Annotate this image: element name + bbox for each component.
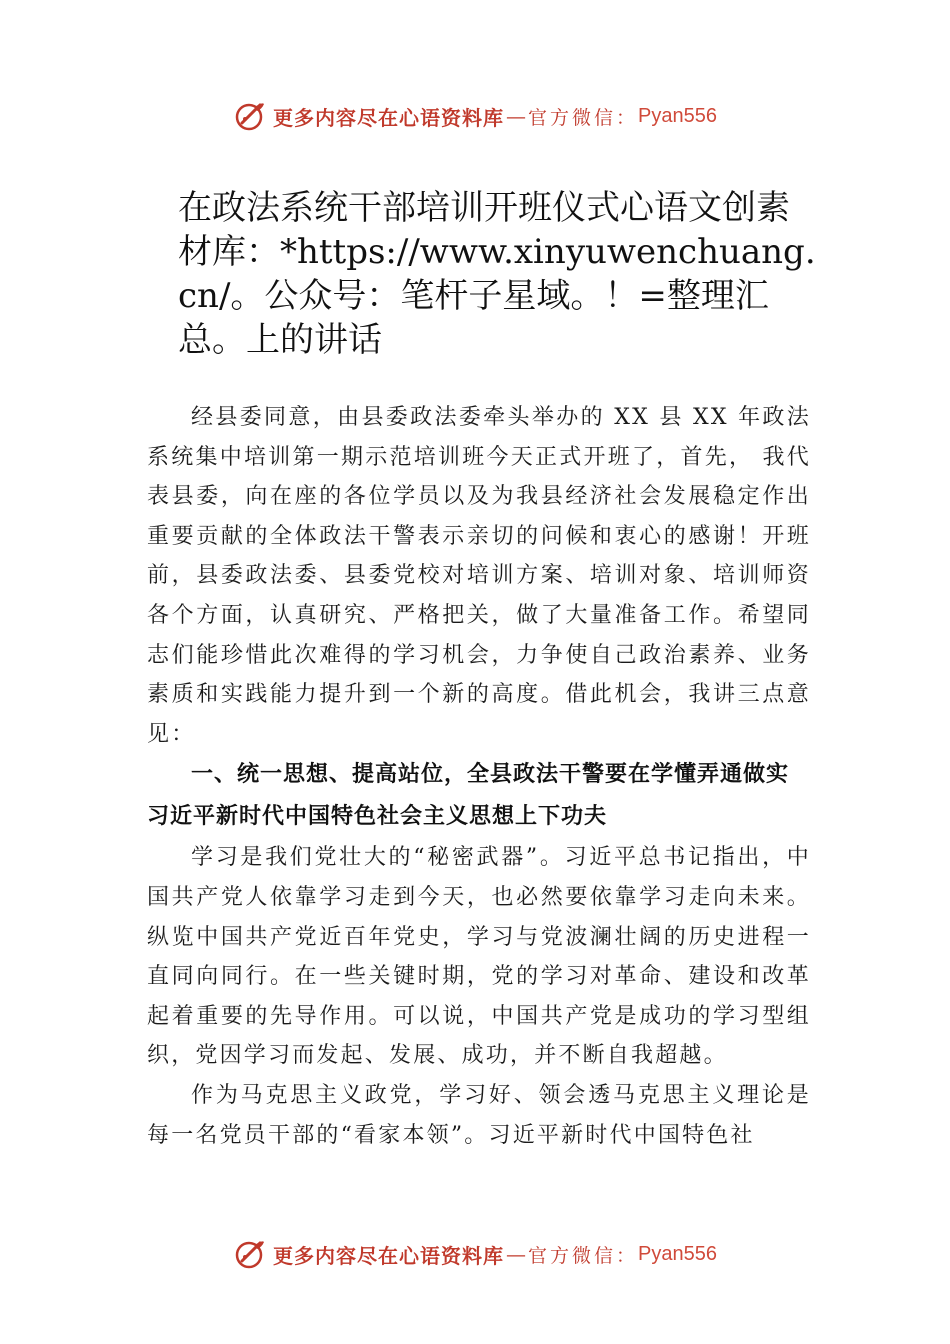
body-paragraph: 学习是我们党壮大的“秘密武器”。习近平总书记指出，中国共产党人依靠学习走到今天，也必然要依靠学习走向未来。纵览中国共产党近百年党史，学习与党波澜壮阔的历史进程一直同向同行。在一些关键时期，党的学习对革命、建设和改革起着重要的先导作用。可以说，中国共产党是成功的学习型组织，党因学习而发起、发展、成功，并不断自我超越。 <box>147 845 811 1069</box>
banner-main-text: 更多内容尽在心语资料库 <box>273 105 504 130</box>
banner-wechat-label: 官方微信： <box>528 106 639 129</box>
banner-wechat-id: Pyan556 <box>638 1242 717 1265</box>
banner-main-text: 更多内容尽在心语资料库 <box>273 1243 504 1268</box>
banner-wechat-id: Pyan556 <box>638 104 717 127</box>
banner-wechat-label: 官方微信： <box>528 1244 639 1267</box>
document-body <box>147 398 811 1155</box>
document-title: 在政法系统干部培训开班仪式心语文创素材库：*https://www.xinyuwenchuang.cn/。公众号：笔杆子星域。！=整理汇总。上的讲话 <box>178 188 816 360</box>
banner-dash: — <box>506 1242 526 1266</box>
footer-banner <box>0 1234 950 1274</box>
banner-dash: — <box>506 104 526 128</box>
header-banner <box>0 96 950 136</box>
intro-paragraph: 经县委同意，由县委政法委牵头举办的 XX 县 XX 年政法系统集中培训第一期示范培训班今天正式开班了，首先， 我代表县委，向在座的各位学员以及为我县经济社会发展稳定作出重要贡献的全体政法干警表示亲切的问候和衷心的感谢！开班前，县委政法委、县委党校对培训方案、培训对象、培训师资各个方面，认真研究、严格把关，做了大量准备工作。希望同志们能珍惜此次难得的学习机会，力争使自己政治素养、业务素质和实践能力提升到一个新的高度。借此机会，我讲三点意见： <box>147 405 811 747</box>
brush-circle-logo-icon <box>233 1237 267 1271</box>
brush-circle-logo-icon <box>233 99 267 133</box>
body-paragraph: 作为马克思主义政党，学习好、领会透马克思主义理论是每一名党员干部的“看家本领”。习近平新时代中国特色社 <box>147 1082 811 1148</box>
section-heading: 一、统一思想、提高站位，全县政法干警要在学懂弄通做实习近平新时代中国特色社会主义思想上下功夫 <box>147 762 790 830</box>
